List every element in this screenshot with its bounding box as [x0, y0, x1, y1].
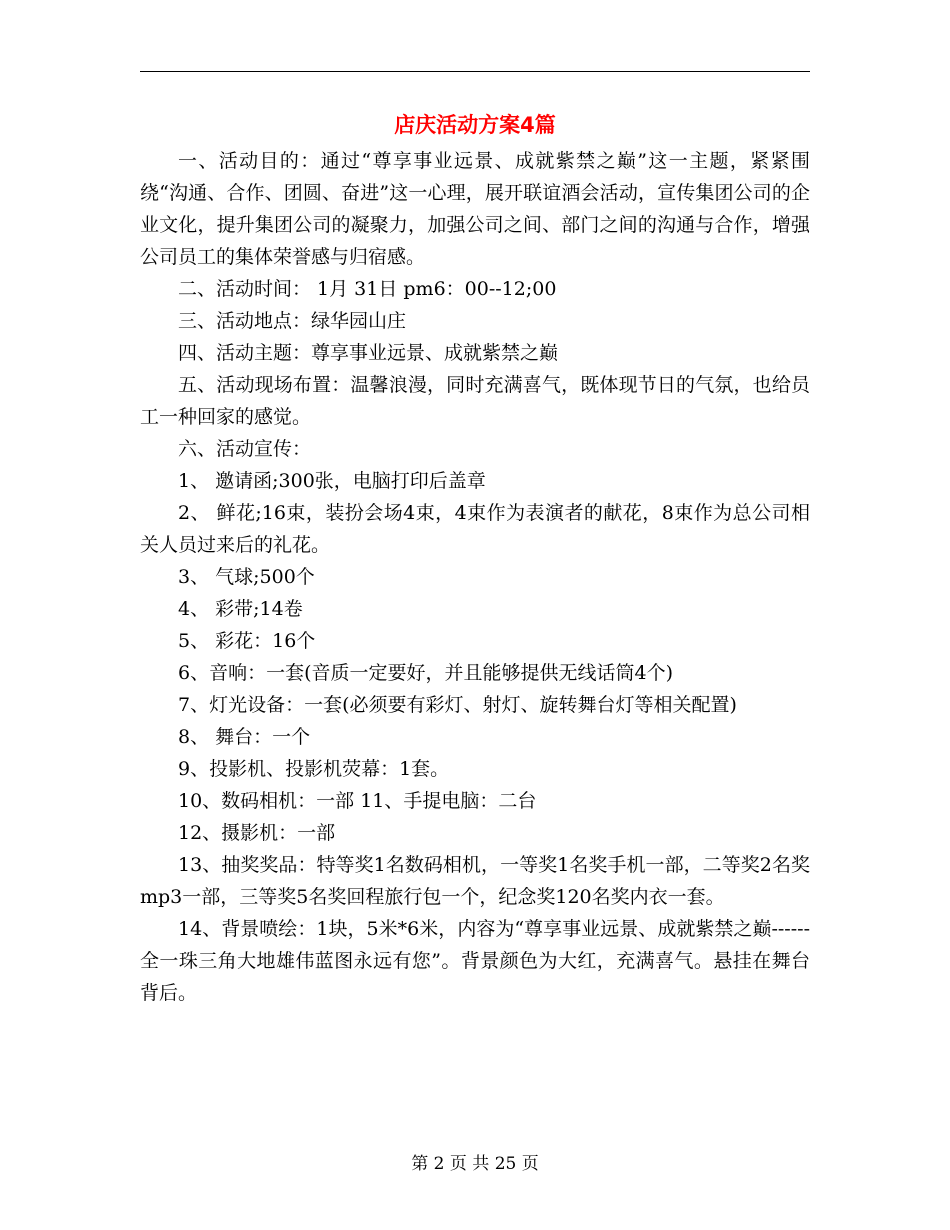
paragraph-time: 二、活动时间： 1月 31日 pm6：00--12;00: [178, 278, 557, 300]
list-item-lighting: 7、灯光设备：一套(必须要有彩灯、射灯、旋转舞台灯等相关配置): [178, 694, 737, 716]
paragraph-theme: 四、活动主题：尊享事业远景、成就紫禁之巅: [178, 342, 559, 364]
list-item-prizes: 13、抽奖奖品：特等奖1名数码相机，一等奖1名奖手机一部，二等奖2名奖mp3一部，三等奖5名奖回程旅行包一个，纪念奖120名奖内衣一套。: [140, 854, 810, 908]
document-title: 店庆活动方案4篇: [394, 113, 556, 137]
paragraph-venue-setup: 五、活动现场布置：温馨浪漫，同时充满喜气，既体现节日的气氛，也给员工一种回家的感觉。: [140, 374, 810, 428]
list-item-ribbons: 4、 彩带;14卷: [178, 598, 303, 620]
list-item-camera-laptop: 10、数码相机：一部 11、手提电脑：二台: [178, 790, 537, 812]
paragraph-location: 三、活动地点：绿华园山庄: [178, 310, 407, 332]
list-item-confetti: 5、 彩花：16个: [178, 630, 316, 652]
list-item-backdrop: 14、背景喷绘：1块，5米*6米，内容为“尊享事业远景、成就紫禁之巅------全一珠三角大地雄伟蓝图永远有您”。背景颜色为大红，充满喜气。悬挂在舞台背后。: [140, 918, 810, 1004]
list-item-stage: 8、 舞台：一个: [178, 726, 311, 748]
page-footer: [0, 1152, 950, 1176]
list-item-invitations: 1、 邀请函;300张，电脑打印后盖章: [178, 470, 486, 492]
header-rule: [140, 71, 810, 72]
list-item-projector: 9、投影机、投影机荧幕：1套。: [178, 758, 450, 780]
list-item-audio: 6、音响：一套(音质一定要好，并且能够提供无线话筒4个): [178, 662, 674, 684]
list-item-balloons: 3、 气球;500个: [178, 566, 315, 588]
paragraph-purpose: 一、活动目的：通过“尊享事业远景、成就紫禁之巅”这一主题，紧紧围绕“沟通、合作、团圆、奋进”这一心理，展开联谊酒会活动，宣传集团公司的企业文化，提升集团公司的凝聚力，加强公司之间、部门之间的沟通与合作，增强公司员工的集体荣誉感与归宿感。: [140, 150, 810, 268]
list-item-flowers: 2、 鲜花;16束，装扮会场4束，4束作为表演者的献花，8束作为总公司相关人员过来后的礼花。: [140, 502, 810, 556]
page-number-label: 第 2 页 共 25 页: [411, 1154, 539, 1174]
list-item-video-camera: 12、摄影机：一部: [178, 822, 336, 844]
document-body: [140, 145, 810, 1009]
paragraph-promotion: 六、活动宣传：: [178, 438, 312, 460]
